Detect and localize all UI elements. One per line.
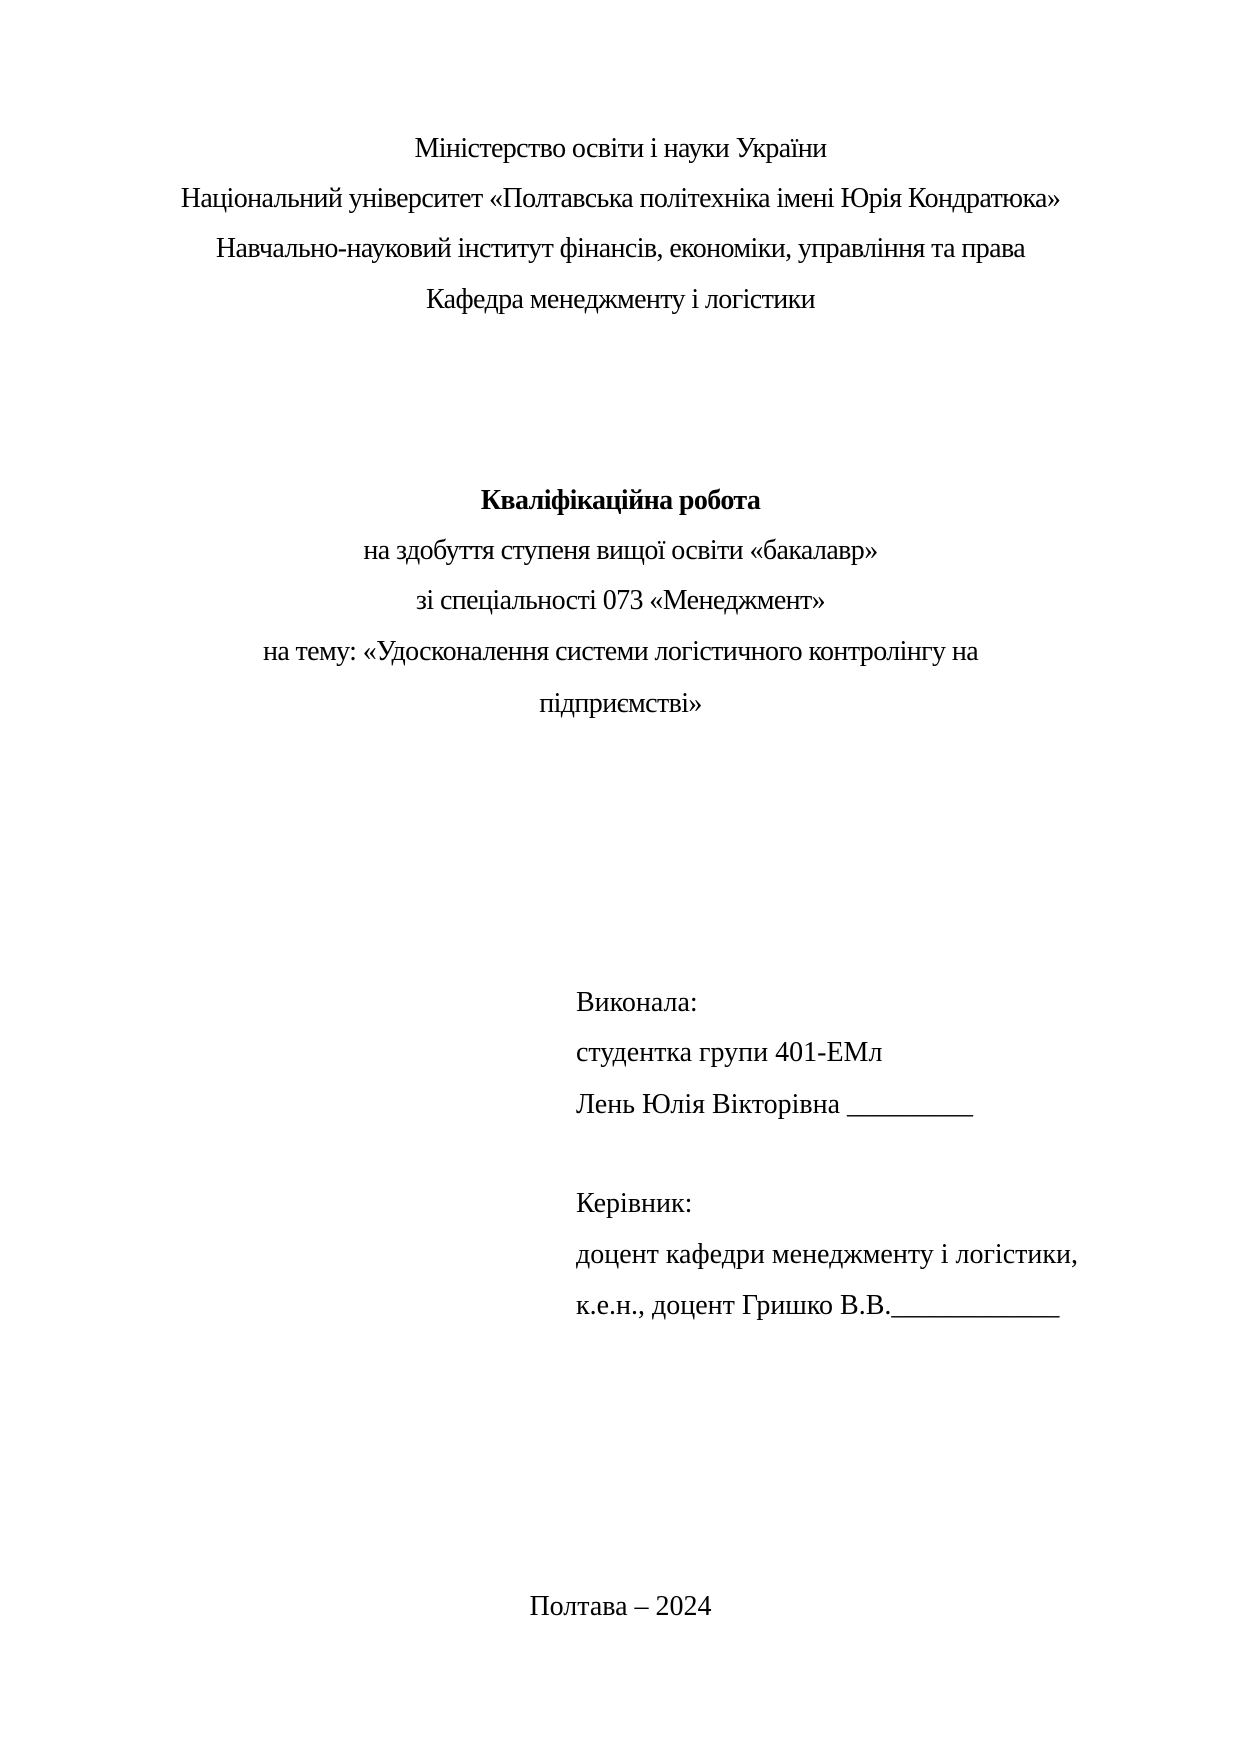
specialty-line: зі спеціальності 073 «Менеджмент» (415, 585, 826, 616)
ministry-line: Міністерство освіти і науки України (414, 133, 827, 164)
department-line: Кафедра менеджменту і логістики (425, 284, 816, 315)
work-title: Кваліфікаційна робота (480, 485, 761, 516)
author-label: Виконала: (576, 987, 698, 1018)
topic-line-1: на тему: «Удосконалення системи логістичного контролінгу на (262, 636, 979, 667)
supervisor-label: Керівник: (576, 1188, 693, 1219)
supervisor-position: доцент кафедри менеджменту і логістики, (576, 1239, 1078, 1270)
degree-line: на здобуття ступеня вищої освіти «бакалавр» (363, 535, 878, 566)
university-line: Національний університет «Полтавська політехніка імені Юрія Кондратюка» (180, 183, 1061, 214)
city-year: Полтава – 2024 (529, 1591, 712, 1622)
author-group: студентка групи 401-ЕМл (576, 1037, 883, 1068)
supervisor-name: к.е.н., доцент Гришко В.В.____________ (576, 1290, 1060, 1321)
topic-line-2: підприємстві» (539, 688, 702, 719)
author-name: Лень Юлія Вікторівна _________ (576, 1089, 973, 1120)
institute-line: Навчально-науковий інститут фінансів, економіки, управління та права (215, 233, 1026, 264)
